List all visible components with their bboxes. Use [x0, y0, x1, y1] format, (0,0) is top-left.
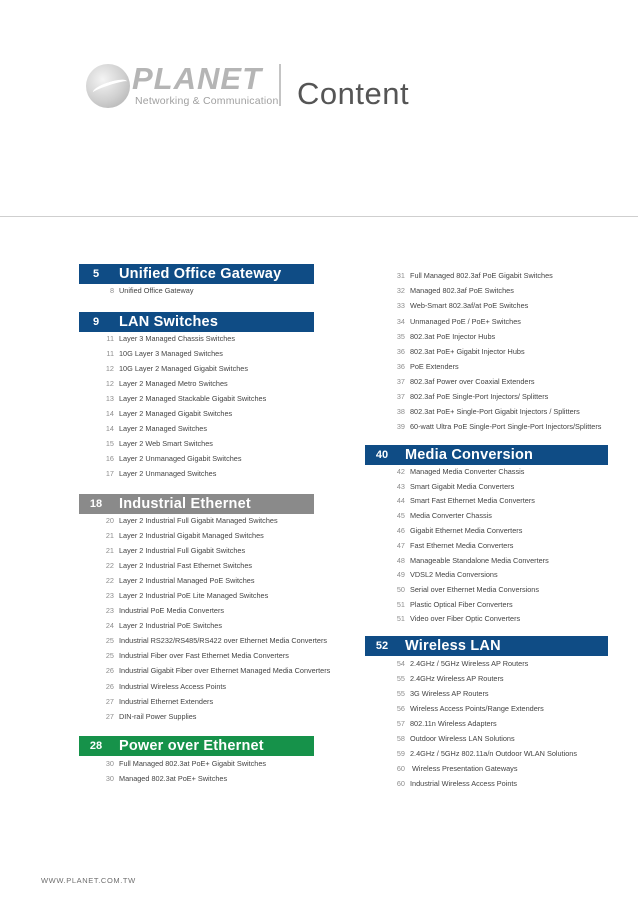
entry-page: 23 — [105, 591, 114, 600]
entry-label: Plastic Optical Fiber Converters — [410, 600, 513, 609]
entry-label: Wireless Access Points/Range Extenders — [410, 704, 544, 713]
entry-page: 20 — [105, 516, 114, 525]
entry-label: 3G Wireless AP Routers — [410, 689, 489, 698]
entry-page: 23 — [105, 606, 114, 615]
toc-entry[interactable] — [393, 481, 514, 493]
entry-label: Layer 2 Managed Stackable Gigabit Switches — [119, 394, 267, 403]
entry-page: 60 — [396, 764, 405, 773]
section-page-number: 40 — [375, 449, 389, 461]
toc-entry[interactable] — [102, 696, 213, 708]
toc-entry[interactable] — [102, 711, 196, 723]
toc-entry[interactable] — [393, 599, 513, 611]
entry-label: Gigabit Ethernet Media Converters — [410, 526, 523, 535]
entry-label: Layer 3 Managed Chassis Switches — [119, 334, 235, 343]
section-title: Industrial Ethernet — [119, 496, 251, 512]
entry-label: Layer 2 Industrial Managed PoE Switches — [119, 576, 255, 585]
section-title: Power over Ethernet — [119, 738, 264, 754]
toc-entry[interactable] — [102, 348, 223, 360]
toc-entry[interactable] — [102, 285, 194, 297]
entry-label: Web-Smart 802.3af/at PoE Switches — [410, 301, 529, 310]
page-header — [0, 0, 638, 218]
entry-label: Smart Gigabit Media Converters — [410, 482, 515, 491]
toc-entry[interactable] — [393, 569, 498, 581]
entry-label: Industrial Gigabit Fiber over Ethernet Managed Media Converters — [119, 666, 331, 675]
section-bar-lan-switches — [79, 312, 314, 332]
entry-page: 36 — [396, 347, 405, 356]
toc-entry[interactable] — [393, 703, 544, 715]
entry-label: Layer 2 Unmanaged Switches — [119, 469, 217, 478]
toc-entry[interactable] — [393, 346, 525, 358]
entry-page: 45 — [396, 511, 405, 520]
entry-label: PoE Extenders — [410, 362, 459, 371]
entry-label: DIN-rail Power Supplies — [119, 712, 197, 721]
entry-page: 51 — [396, 600, 405, 609]
toc-entry[interactable] — [102, 773, 227, 785]
toc-entry[interactable] — [102, 408, 232, 420]
entry-label: Media Converter Chassis — [410, 511, 492, 520]
entry-page: 58 — [396, 734, 405, 743]
entry-label: Industrial Ethernet Extenders — [119, 697, 214, 706]
section-bar-power-over-ethernet — [79, 736, 314, 756]
entry-label: Smart Fast Ethernet Media Converters — [410, 496, 535, 505]
toc-entry[interactable] — [393, 361, 459, 373]
entry-page: 59 — [396, 749, 405, 758]
entry-label: Layer 2 Industrial Full Gigabit Switches — [119, 546, 246, 555]
section-page-number: 5 — [92, 268, 100, 280]
entry-page: 30 — [105, 774, 114, 783]
toc-entry[interactable] — [102, 453, 242, 465]
toc-entry[interactable] — [393, 376, 535, 388]
entry-page: 26 — [105, 682, 114, 691]
toc-entry[interactable] — [102, 650, 289, 662]
section-title: Unified Office Gateway — [119, 266, 282, 282]
header-rule — [0, 216, 638, 217]
entry-label: 802.3af PoE Single-Port Injectors/ Splitters — [410, 392, 549, 401]
entry-label: Industrial Wireless Access Points — [119, 682, 227, 691]
toc-entry[interactable] — [393, 510, 492, 522]
toc-entry[interactable] — [102, 438, 213, 450]
entry-page: 22 — [105, 561, 114, 570]
entry-page: 48 — [396, 556, 405, 565]
toc-entry[interactable] — [393, 540, 513, 552]
entry-page: 38 — [396, 407, 405, 416]
section-bar-unified-office-gateway — [79, 264, 314, 284]
entry-page: 27 — [105, 712, 114, 721]
entry-label: Unmanaged PoE / PoE+ Switches — [410, 317, 521, 326]
toc-entry[interactable] — [102, 605, 224, 617]
toc-entry[interactable] — [393, 285, 514, 297]
entry-page: 14 — [105, 409, 114, 418]
toc-entry[interactable] — [102, 393, 266, 405]
toc-entry[interactable] — [393, 466, 524, 478]
entry-page: 22 — [105, 576, 114, 585]
toc-entry[interactable] — [102, 378, 228, 390]
entry-label: Outdoor Wireless LAN Solutions — [410, 734, 515, 743]
toc-entry[interactable] — [102, 590, 268, 602]
entry-label: Fast Ethernet Media Converters — [410, 541, 514, 550]
logo-wordmark: PLANET — [132, 61, 262, 96]
entry-page: 51 — [396, 614, 405, 623]
entry-page: 46 — [396, 526, 405, 535]
entry-label: Layer 2 Managed Metro Switches — [119, 379, 228, 388]
entry-page: 31 — [396, 271, 405, 280]
toc-entry[interactable] — [393, 555, 549, 567]
entry-page: 35 — [396, 332, 405, 341]
entry-label: Industrial RS232/RS485/RS422 over Ethernet Media Converters — [119, 636, 328, 645]
toc-entry[interactable] — [393, 658, 528, 670]
footer-url[interactable]: WWW.PLANET.COM.TW — [41, 876, 136, 885]
entry-page: 55 — [396, 689, 405, 698]
entry-label: Layer 2 Industrial Full Gigabit Managed Switches — [119, 516, 278, 525]
toc-entry[interactable] — [393, 688, 489, 700]
toc-entry[interactable] — [393, 331, 495, 343]
toc-entry[interactable] — [393, 673, 504, 685]
entry-page: 21 — [105, 531, 114, 540]
section-title: Wireless LAN — [405, 638, 501, 654]
entry-label: 802.3at PoE+ Single-Port Gigabit Injectors / Splitters — [410, 407, 580, 416]
entry-page: 37 — [396, 392, 405, 401]
entry-page: 42 — [396, 467, 405, 476]
entry-label: Layer 2 Industrial Fast Ethernet Switches — [119, 561, 253, 570]
toc-entry[interactable] — [393, 316, 521, 328]
toc-entry[interactable] — [393, 406, 580, 418]
entry-label: Layer 2 Industrial PoE Switches — [119, 621, 223, 630]
entry-label: Industrial PoE Media Converters — [119, 606, 225, 615]
entry-label: VDSL2 Media Conversions — [410, 570, 498, 579]
entry-page: 16 — [105, 454, 114, 463]
entry-page: 36 — [396, 362, 405, 371]
entry-page: 55 — [396, 674, 405, 683]
entry-page: 27 — [105, 697, 114, 706]
entry-page: 56 — [396, 704, 405, 713]
section-title: LAN Switches — [119, 314, 219, 330]
entry-page: 60 — [396, 779, 405, 788]
toc-entry[interactable] — [393, 525, 522, 537]
toc-entry[interactable] — [102, 545, 245, 557]
entry-page: 37 — [396, 377, 405, 386]
toc-entry[interactable] — [102, 363, 248, 375]
toc-entry[interactable] — [393, 748, 577, 760]
entry-label: Layer 2 Managed Gigabit Switches — [119, 409, 233, 418]
entry-page: 32 — [396, 286, 405, 295]
entry-label: 802.11n Wireless Adapters — [410, 719, 497, 728]
entry-page: 15 — [105, 439, 114, 448]
logo-tagline: Networking & Communication — [135, 95, 279, 107]
page-title: Content — [297, 76, 410, 111]
toc-entry[interactable] — [102, 423, 207, 435]
toc-entry[interactable] — [102, 560, 252, 572]
entry-page: 17 — [105, 469, 114, 478]
entry-label: 10G Layer 2 Managed Gigabit Switches — [119, 364, 248, 373]
entry-page: 21 — [105, 546, 114, 555]
entry-page: 14 — [105, 424, 114, 433]
entry-page: 25 — [105, 636, 114, 645]
entry-label: Industrial Fiber over Fast Ethernet Media Converters — [119, 651, 289, 660]
entry-label: Layer 2 Industrial PoE Lite Managed Switches — [119, 591, 269, 600]
entry-label: Managed 802.3af PoE Switches — [410, 286, 514, 295]
toc-entry[interactable] — [393, 391, 548, 403]
section-page-number: 18 — [89, 498, 103, 510]
toc-entry[interactable] — [102, 333, 235, 345]
entry-label: Full Managed 802.3at PoE+ Gigabit Switches — [119, 759, 267, 768]
entry-label: Managed Media Converter Chassis — [410, 467, 525, 476]
entry-label: Layer 2 Web Smart Switches — [119, 439, 213, 448]
entry-label: 2.4GHz Wireless AP Routers — [410, 674, 504, 683]
entry-label: Wireless Presentation Gateways — [410, 764, 518, 773]
section-bar-wireless-lan — [365, 636, 608, 656]
section-page-number: 52 — [375, 640, 389, 652]
section-page-number: 9 — [92, 316, 100, 328]
toc-entry[interactable] — [393, 495, 535, 507]
entry-label: Layer 2 Unmanaged Gigabit Switches — [119, 454, 242, 463]
entry-page: 12 — [105, 364, 114, 373]
toc-entry[interactable] — [102, 468, 216, 480]
entry-page: 39 — [396, 422, 405, 431]
entry-label: 60-watt Ultra PoE Single-Port Single-Port Injectors/Splitters — [410, 422, 602, 431]
toc-entry[interactable] — [102, 620, 222, 632]
planet-logo-icon — [86, 64, 130, 108]
entry-label: Serial over Ethernet Media Conversions — [410, 585, 539, 594]
toc-entry[interactable] — [102, 635, 327, 647]
entry-label: Video over Fiber Optic Converters — [410, 614, 521, 623]
toc-entry[interactable] — [102, 758, 266, 770]
entry-page: 26 — [105, 666, 114, 675]
entry-page: 25 — [105, 651, 114, 660]
entry-label: Layer 2 Industrial Gigabit Managed Switches — [119, 531, 264, 540]
toc-entry[interactable] — [393, 778, 517, 790]
entry-page: 50 — [396, 585, 405, 594]
toc-entry[interactable] — [393, 718, 497, 730]
entry-label: Industrial Wireless Access Points — [410, 779, 518, 788]
entry-label: Unified Office Gateway — [119, 286, 194, 295]
entry-page: 11 — [106, 334, 114, 343]
toc-entry[interactable] — [393, 300, 528, 312]
entry-page: 47 — [396, 541, 405, 550]
entry-label: Managed 802.3at PoE+ Switches — [119, 774, 228, 783]
entry-page: 12 — [105, 379, 114, 388]
header-divider — [279, 64, 281, 106]
entry-page: 44 — [396, 496, 405, 505]
entry-label: Manageable Standalone Media Converters — [410, 556, 549, 565]
entry-label: 802.3at PoE+ Gigabit Injector Hubs — [410, 347, 525, 356]
entry-page: 57 — [396, 719, 405, 728]
toc-entry[interactable] — [102, 515, 278, 527]
entry-page: 30 — [105, 759, 114, 768]
entry-label: 802.3af Power over Coaxial Extenders — [410, 377, 535, 386]
toc-entry[interactable] — [393, 584, 539, 596]
toc-entry[interactable] — [393, 613, 520, 625]
section-title: Media Conversion — [405, 447, 534, 463]
entry-page: 43 — [396, 482, 405, 491]
toc-entry[interactable] — [393, 270, 553, 282]
toc-entry[interactable] — [102, 665, 330, 677]
entry-label: 2.4GHz / 5GHz Wireless AP Routers — [410, 659, 529, 668]
section-bar-media-conversion — [365, 445, 608, 465]
section-page-number: 28 — [89, 740, 103, 752]
toc-entry[interactable] — [102, 530, 264, 542]
entry-page: 34 — [396, 317, 405, 326]
entry-page: 49 — [396, 570, 405, 579]
entry-label: 802.3at PoE Injector Hubs — [410, 332, 496, 341]
toc-entry[interactable] — [393, 421, 601, 433]
section-bar-industrial-ethernet — [79, 494, 314, 514]
entry-page: 13 — [105, 394, 114, 403]
entry-page: 24 — [105, 621, 114, 630]
entry-label: 10G Layer 3 Managed Switches — [119, 349, 223, 358]
toc-entry[interactable] — [102, 681, 226, 693]
entry-label: Full Managed 802.3af PoE Gigabit Switches — [410, 271, 553, 280]
entry-page: 54 — [396, 659, 405, 668]
entry-page: 11 — [106, 349, 114, 358]
entry-label: Layer 2 Managed Switches — [119, 424, 208, 433]
toc-entry[interactable] — [393, 733, 515, 745]
entry-page: 33 — [396, 301, 405, 310]
entry-page: 8 — [109, 286, 114, 295]
toc-entry[interactable] — [393, 763, 517, 775]
toc-entry[interactable] — [102, 575, 254, 587]
entry-label: 2.4GHz / 5GHz 802.11a/n Outdoor WLAN Solutions — [410, 749, 577, 758]
